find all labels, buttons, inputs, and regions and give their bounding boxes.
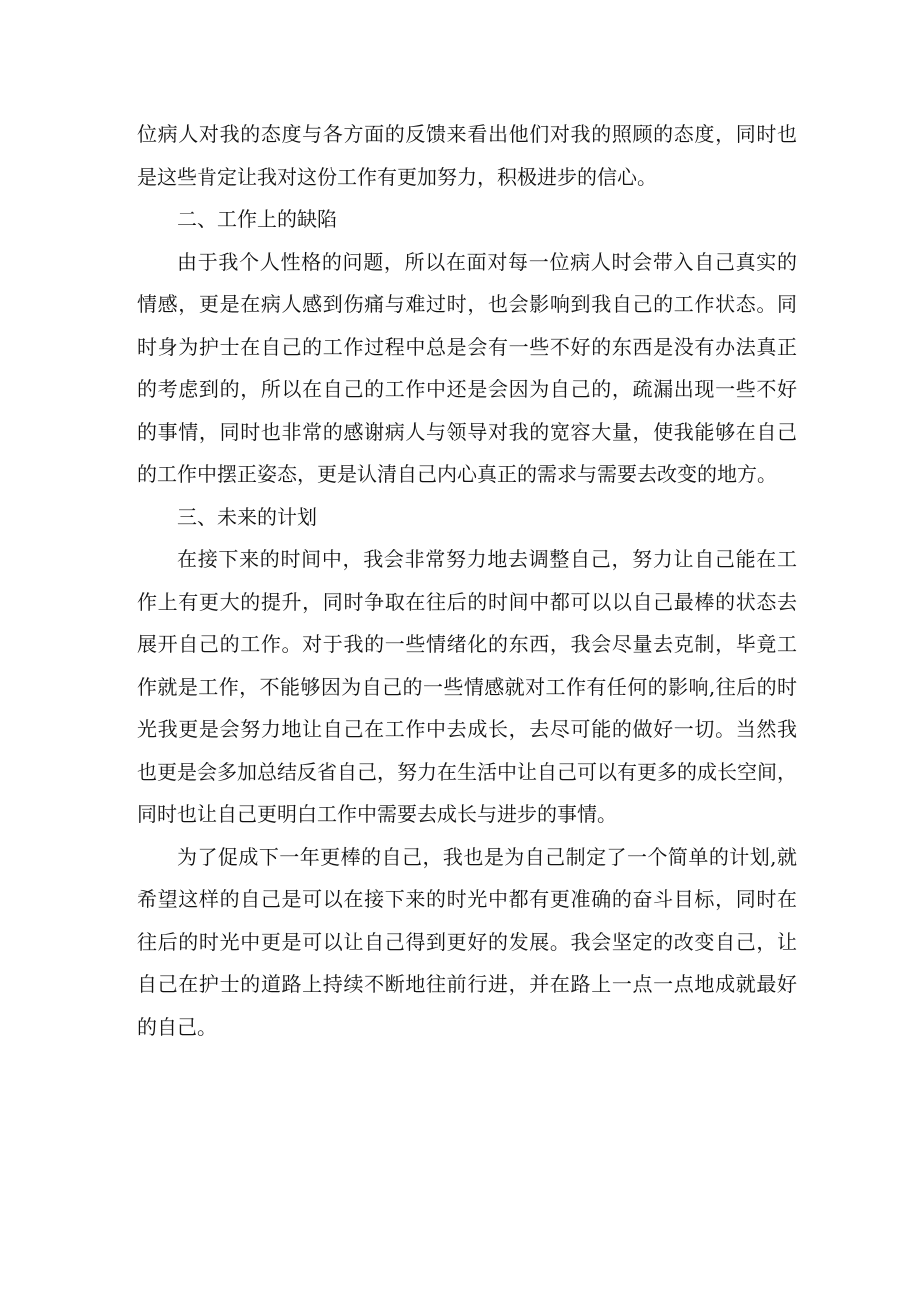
text-line: 作就是工作，不能够因为自己的一些情感就对工作有任何的影响,往后的时 [137, 674, 797, 699]
paragraph-continued [137, 113, 797, 198]
document-body [137, 113, 797, 1048]
section-heading-work-shortcomings [137, 198, 797, 241]
text-line: 情感，更是在病人感到伤痛与难过时，也会影响到我自己的工作状态。同 [137, 292, 797, 316]
text-line: 展开自己的工作。对于我的一些情绪化的东西，我会尽量去克制，毕竟工 [137, 632, 797, 656]
heading-text: 三、未来的计划 [177, 504, 317, 529]
paragraph-shortcomings [137, 241, 797, 496]
text-line: 的工作中摆正姿态，更是认清自己内心真正的需求与需要去改变的地方。 [137, 462, 777, 486]
text-line: 由于我个人性格的问题，所以在面对每一位病人时会带入自己真实的 [177, 249, 797, 274]
text-line: 光我更是会努力地让自己在工作中去成长，去尽可能的做好一切。当然我 [137, 717, 797, 741]
text-line: 在接下来的时间中，我会非常努力地去调整自己，努力让自己能在工 [177, 547, 797, 571]
text-line: 位病人对我的态度与各方面的反馈来看出他们对我的照顾的态度，同时也 [137, 122, 797, 146]
text-line: 也更是会多加总结反省自己，努力在生活中让自己可以有更多的成长空间， [137, 759, 797, 784]
paragraph-future-plan [137, 538, 797, 836]
text-line: 时身为护士在自己的工作过程中总是会有一些不好的东西是没有办法真正 [137, 334, 797, 359]
heading-text: 二、工作上的缺陷 [177, 207, 337, 231]
text-line: 的考虑到的，所以在自己的工作中还是会因为自己的，疏漏出现一些不好 [137, 377, 797, 401]
text-line: 的自己。 [137, 1014, 217, 1039]
text-line: 的事情，同时也非常的感谢病人与领导对我的宽容大量，使我能够在自己 [137, 419, 797, 444]
paragraph-next-year [137, 836, 797, 1049]
text-line: 为了促成下一年更棒的自己，我也是为自己制定了一个简单的计划,就 [177, 844, 797, 869]
text-line: 同时也让自己更明白工作中需要去成长与进步的事情。 [137, 802, 617, 826]
text-line: 自己在护士的道路上持续不断地往前行进，并在路上一点一点地成就最好 [137, 972, 797, 996]
text-line: 作上有更大的提升，同时争取在往后的时间中都可以以自己最棒的状态去 [137, 589, 797, 614]
text-line: 希望这样的自己是可以在接下来的时光中都有更准确的奋斗目标，同时在 [137, 887, 797, 911]
text-line: 往后的时光中更是可以让自己得到更好的发展。我会坚定的改变自己，让 [137, 929, 797, 954]
text-line: 是这些肯定让我对这份工作有更加努力，积极进步的信心。 [137, 164, 657, 189]
section-heading-future-plan [137, 496, 797, 539]
